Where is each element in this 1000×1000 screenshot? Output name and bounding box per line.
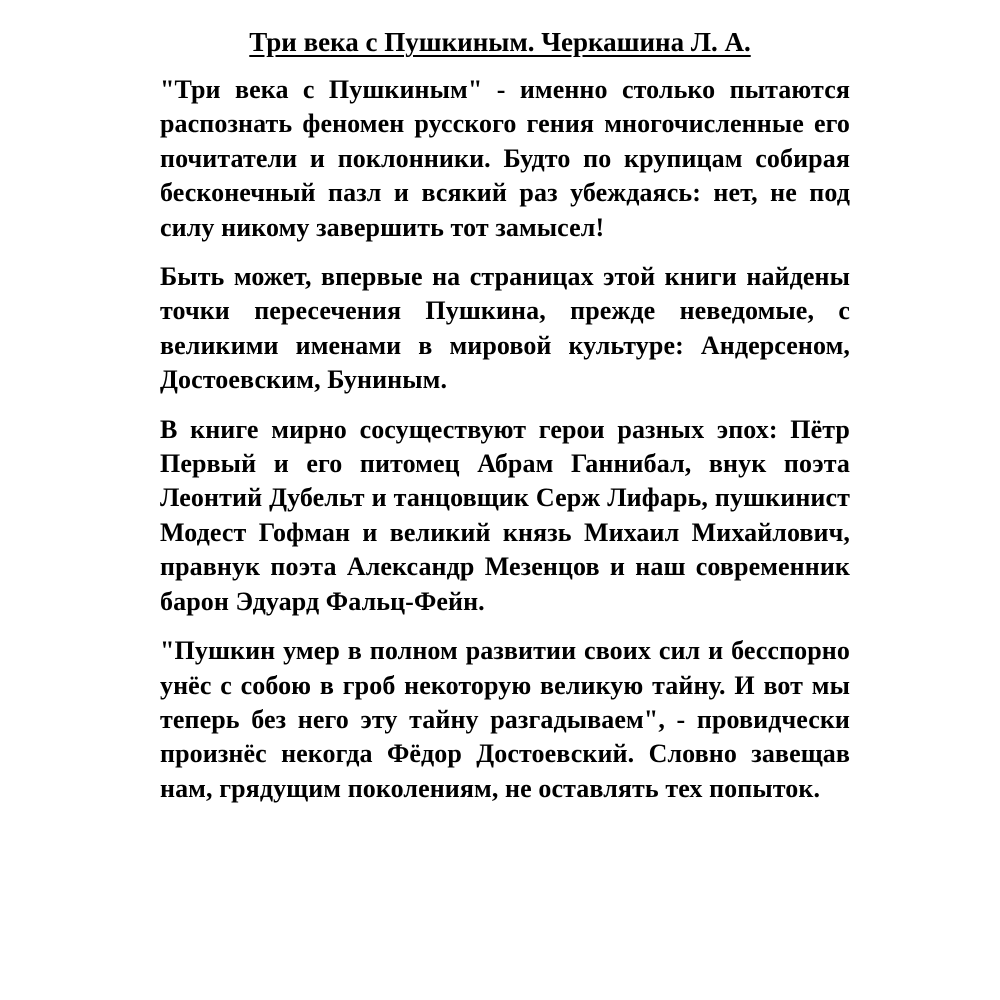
paragraph-dostoevsky-quote: "Пушкин умер в полном развитии своих сил и бесспорно унёс с собою в гроб некоторую великую тайну. И вот мы теперь без него эту тайну разгадываем", - провидчески произнёс некогда Фёдор Достоевский. Словно завещав нам, грядущим поколениям, не оставлять тех попыток. bbox=[160, 636, 850, 803]
paragraph-intersections: Быть может, впервые на страницах этой книги найдены точки пересечения Пушкина, прежде неведомые, с великими именами в мировой культуре: Андерсеном, Достоевским, Буниным. bbox=[160, 262, 850, 395]
document-title: Три века с Пушкиным. Черкашина Л. А. bbox=[249, 27, 751, 57]
paragraph-intro: "Три века с Пушкиным" - именно столько пытаются распознать феномен русского гения многочисленные его почитатели и поклонники. Будто по крупицам собирая бесконечный пазл и всякий раз убеждаясь: нет, не под силу никому завершить тот замысел! bbox=[160, 75, 850, 242]
paragraph-heroes: В книге мирно сосуществуют герои разных эпох: Пётр Первый и его питомец Абрам Ганнибал, внук поэта Леонтий Дубельт и танцовщик Серж Лифарь, пушкинист Модест Гофман и великий князь Михаил Михайлович, правнук поэта Александр Мезенцов и наш современник барон Эдуард Фальц-Фейн. bbox=[160, 414, 850, 616]
document-body bbox=[160, 73, 850, 821]
